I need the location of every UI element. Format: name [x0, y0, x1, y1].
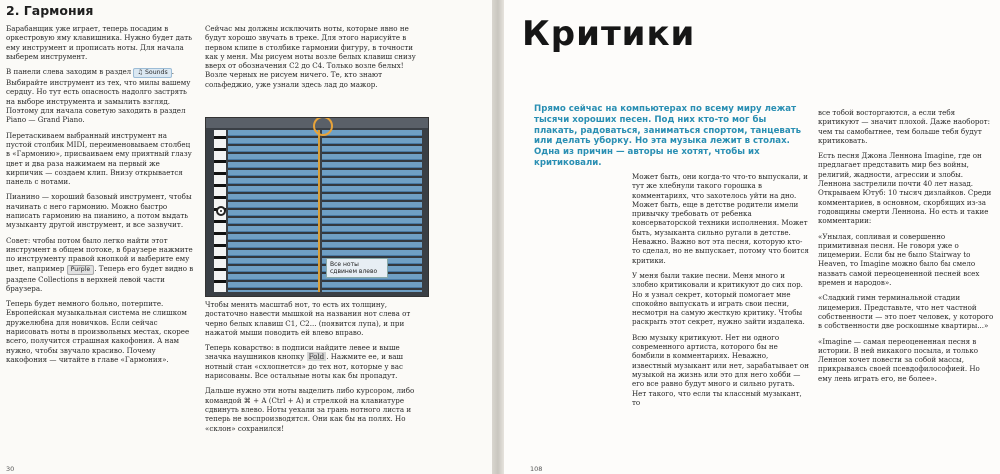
- paragraph: Есть песня Джона Леннона Imagine, где он предлагает представить мир без войны, религий, жадности, агрессии и злобы. Леннона застрелили почти 40 лет назад. Открываем Ютуб: 10 тысяч дизлайков. Среди комментариев, в основном, скорбящих из-за годовщины смерти Леннона. Но есть и такие комментарии:: [818, 151, 992, 226]
- paragraph: «Сладкий гимн терминальной стадии лицемерия. Представьте, что нет частной собственности — это поет человек, у которого в собственности две роскошные квартиры...»: [818, 293, 994, 331]
- text: . Нажмите ее, и ваш нотный стан «схлопнется» до тех нот, которые у вас нарисованы. Все остальные ноты как бы пропадут.: [205, 352, 404, 381]
- page-number-right: 108: [530, 465, 543, 473]
- highlight-circle: [313, 117, 333, 136]
- text: . Теперь его будет видно в разделе Collections в верхней левой части браузера.: [6, 263, 194, 293]
- fold-button-label: Fold: [308, 352, 325, 362]
- section-title: 2. Гармония: [6, 3, 94, 18]
- paragraph: «Унылая, сопливая и совершенно примитивная песня. Не говоря уже о лицемерии. Если бы не было Stairway to Heaven, то Imagine можно было бы смело назвать самой переоцененной песней всех времен и народов».: [818, 231, 980, 288]
- paragraph: [205, 343, 427, 380]
- text: В панели слева заходим в раздел: [6, 67, 132, 77]
- purple-chip: Purple: [67, 265, 95, 275]
- paragraph: Дальше нужно эти ноты выделить либо курсором, либо командой ⌘ + A (Ctrl + A) и стрелкой на клавиатуре сдвинуть влево. Ноты уехали за грань нотного листа и теперь не воспроизводятся. Они как бы на полях. Но «склон» сохранился!: [205, 386, 415, 433]
- paragraph: Пианино — хороший базовый инструмент, чтобы начинать с него гармонию. Можно быстро написать гармонию на пианино, а потом выдать музыканту другой инструмент, и все зазвучит.: [6, 192, 192, 230]
- left-page: [0, 0, 492, 474]
- paragraph: Всю музыку критикуют. Нет ни одного современного артиста, которого бы не бомбили в комментариях. Неважно, известный музыкант или нет, зарабатывает он музыкой на жизнь или это для него хобби — его все равно будут много и сильно ругать. Нет такого, что если ты классный музыкант, то: [632, 332, 809, 407]
- piano-roll-screenshot: [205, 117, 429, 297]
- book-gutter: [492, 0, 504, 474]
- right-column-2: [818, 108, 994, 389]
- right-page: [504, 0, 1000, 474]
- left-column-1: [6, 24, 194, 370]
- clip-boundary: [228, 130, 320, 292]
- paragraph: Барабанщик уже играет, теперь посадим в оркестровую яму клавишника. Нужно будет дать ему инструмент и прописать ноты. Для начала выберем инструмент.: [6, 24, 192, 61]
- paragraph: [6, 67, 194, 124]
- right-column-1: [632, 172, 810, 413]
- left-column-2-bottom: [205, 300, 427, 439]
- paragraph: «Imagine — самая переоцененная песня в истории. В ней никакого посыла, и только Леннон хочет повести за собой массы, прикрываясь своей псевдофилософией. Но ему лень играть его, не более».: [818, 336, 980, 383]
- paragraph: Перетаскиваем выбранный инструмент на пустой столбик MIDI, переименовываем столбец в «Гармонию», присваиваем ему приятный глазу цвет и два раза нажимаем на первый же кирпичик — создаем клип. Внизу открывается панель с нотами.: [6, 130, 192, 187]
- lead-paragraph: Прямо сейчас на компьютерах по всему миру лежат тысячи хороших песен. Под них кто-то мог бы плакать, радоваться, заниматься спортом, танцевать или делать уборку. Но эта музыка лежит в столах. Одна из причин — авторы не хотят, чтобы их критиковали.: [534, 104, 802, 168]
- paragraph: Может быть, они когда-то что-то выпускали, и тут же хлебнули такого горошка в комментариях, что захотелось уйти на дно. Может быть, еще в детстве родители имели привычку требовать от ребенка консерваторской техники исполнения. Может быть, музыканта сильно ругали в детстве. Неважно. Важно вот эта песня, которую кто-то сделал, но не выпускает, потому что боится критики.: [632, 172, 809, 265]
- paragraph: Чтобы менять масштаб нот, то есть их толщину, достаточно навести мышкой на названия нот слева от черно белых клавиш C1, C2... (появится лупа), и при нажатой мыши поводить ей влево вправо.: [205, 300, 411, 337]
- paragraph: [6, 236, 194, 293]
- figure-callout: Все ноты сдвинем влево: [326, 258, 388, 278]
- paragraph: все тобой восторгаются, а если тебя критикуют — значит плохой. Даже наоборот: чем ты самобытнее, тем больше тебя будут критиковать.: [818, 108, 990, 145]
- paragraph: Теперь будет немного больно, потерпите. Европейская музыкальная система не слишком дружелюбна для новичков. Если сейчас нарисовать ноты в произвольных местах, скорее всего, получится страшная какофония. А нам нужно, чтобы звучало красиво. Почему какофония — читайте в главе «Гармония».: [6, 299, 190, 364]
- sounds-chip: ♫ Sounds: [133, 68, 171, 78]
- paragraph: У меня были такие песни. Меня много и злобно критиковали и критикуют до сих пор. Но я узнал секрет, который помогает мне спокойно выпускать и играть свои песни, несмотря на самую жесткую критику. Чтобы раскрыть этот секрет, нужно зайти издалека.: [632, 270, 805, 327]
- chapter-title: Критики: [522, 14, 696, 54]
- zoom-cursor-icon: [216, 206, 226, 216]
- page-number-left: 30: [6, 465, 15, 473]
- text: Теперь коварство: в подписи найдите левее и выше значка наушников кнопку: [205, 343, 400, 362]
- paragraph: Сейчас мы должны исключить ноты, которые явно не будут хорошо звучать в треке. Для этого нарисуйте в первом клипе в столбике гармонии фигуру, в точности как у меня. Мы рисуем ноты возле белых клавиш снизу вверх от обозначения C2 до C4. Только возле белых! Возле черных не рисуем ничего. Те, кто знают сольфеджио, уже узнали здесь лад до мажор.: [205, 24, 416, 89]
- text: . Выбирайте инструмент из тех, что милы вашему сердцу. Но тут есть опасность надолго застрять на выборе инструмента и замылить взгляд. Поэтому для начала советую заходить в раздел Piano — Grand Piano.: [6, 67, 191, 125]
- left-column-2-top: [205, 24, 427, 95]
- text: Совет: чтобы потом было легко найти этот инструмент в общем потоке, в браузере нажмите по инструменту правой кнопкой и выберите ему цвет, например: [6, 235, 193, 273]
